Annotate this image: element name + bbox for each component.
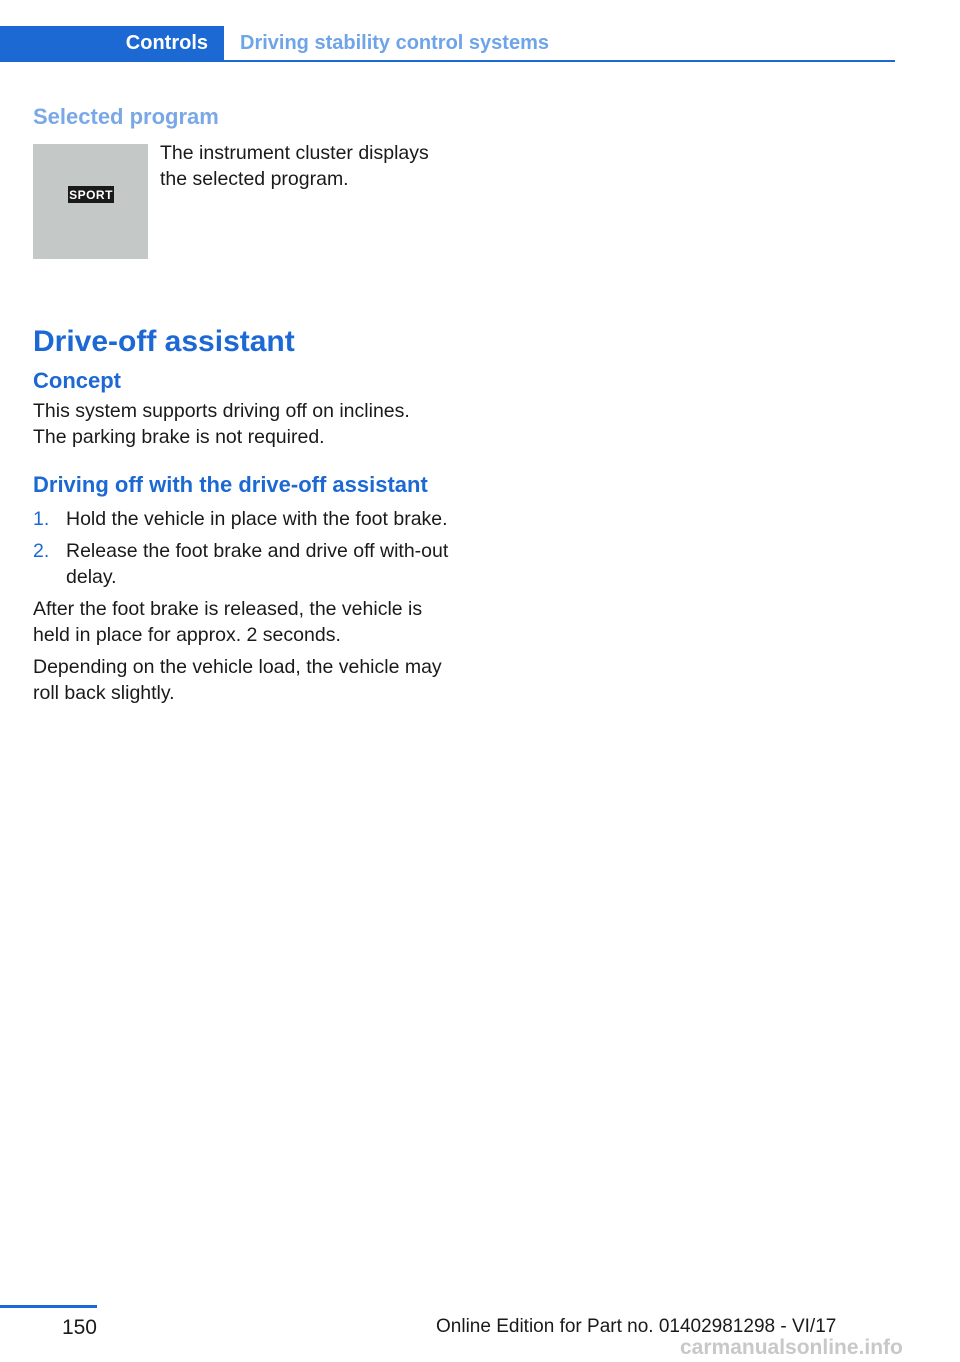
watermark: carmanualsonline.info [680, 1336, 903, 1359]
header-section-tab: Controls [0, 26, 224, 60]
step-number: 1. [33, 508, 50, 530]
release-paragraph: After the foot brake is released, the vehicle is held in place for approx. 2 seconds. [33, 598, 423, 646]
selected-program-figure-row [33, 144, 453, 264]
page-number: 150 [61, 1316, 97, 1339]
page-number-rule [0, 1305, 97, 1308]
step-text: Hold the vehicle in place with the foot brake. [66, 508, 448, 530]
step-text: Release the foot brake and drive off with-out delay. [66, 540, 449, 588]
header-chapter-title: Driving stability control systems [240, 31, 549, 54]
concept-text-1: This system supports driving off on inclines. [33, 400, 410, 422]
page-header [0, 26, 895, 62]
list-item [33, 506, 453, 532]
step-number: 2. [33, 540, 50, 562]
instrument-cluster-figure [33, 144, 148, 259]
load-paragraph: Depending on the vehicle load, the vehicle may roll back slightly. [33, 656, 442, 704]
main-content [33, 102, 453, 706]
sport-display-icon: SPORT [69, 187, 113, 202]
concept-heading: Concept [33, 368, 121, 393]
selected-program-heading: Selected program [33, 104, 219, 129]
concept-text-2: The parking brake is not required. [33, 426, 325, 448]
figure-caption: The instrument cluster displays the selected program. [160, 142, 429, 190]
driving-off-heading: Driving off with the drive-off assistant [33, 472, 428, 497]
steps-list [33, 506, 453, 590]
list-item [33, 538, 453, 590]
drive-off-assistant-title: Drive-off assistant [33, 325, 295, 358]
edition-note: Online Edition for Part no. 01402981298 - VI/17 [436, 1316, 837, 1337]
